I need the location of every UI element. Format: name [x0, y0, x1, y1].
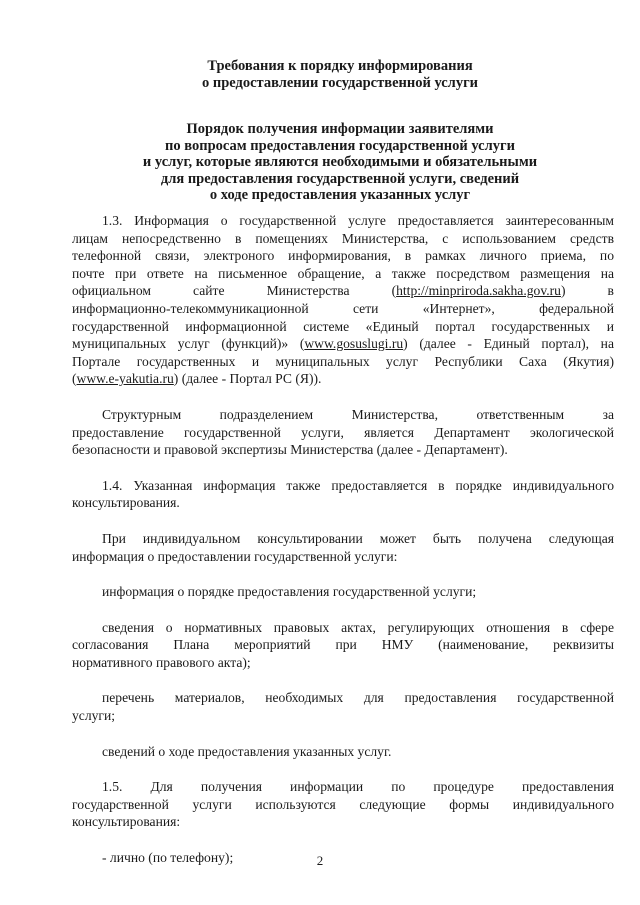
- text-line: информация о предоставлении государственной услуги:: [72, 548, 398, 564]
- ministry-site-link[interactable]: http://minpriroda.sakha.gov.ru: [396, 283, 561, 299]
- text-line: сведений о ходе предоставления указанных услуг.: [102, 743, 392, 759]
- paragraph-materials-list: [72, 689, 614, 724]
- text-line: согласования Плана мероприятий при НМУ (наименование, реквизиты: [72, 637, 614, 653]
- text-line: услуги;: [72, 708, 116, 724]
- text-line: государственной услуги используются следующие формы индивидуального: [72, 796, 614, 812]
- text-line: безопасности и правовой экспертизы Министерства (далее - Департамент).: [72, 442, 508, 458]
- text-line: консультирования:: [72, 814, 181, 830]
- subtitle-line: для предоставления государственной услуги, сведений: [160, 170, 520, 187]
- text-line: лицам непосредственно в помещениях Министерства, с использованием средств: [72, 230, 614, 246]
- e-yakutia-link[interactable]: www.e-yakutia.ru: [76, 371, 174, 387]
- subtitle-line: по вопросам предоставления государственной услуги: [165, 137, 515, 154]
- text-line: При индивидуальном консультировании может быть получена следующая: [102, 530, 614, 546]
- text-line: муниципальных услуг (функций)» (www.gosuslugi.ru) (далее - Единый портал), на: [72, 336, 614, 352]
- text-line: сведения о нормативных правовых актах, регулирующих отношения в сфере: [102, 619, 614, 635]
- paragraph-1-5: [72, 778, 614, 831]
- paragraph-progress-info: [72, 743, 614, 761]
- text-line: предоставление государственной услуги, является Департамент экологической: [72, 424, 614, 440]
- subtitle-line: о ходе предоставления указанных услуг: [209, 187, 471, 203]
- paragraph-department: [72, 406, 614, 459]
- paragraph-procedure-info: [72, 583, 614, 601]
- text-line: Портале государственных и муниципальных услуг Республики Саха (Якутия): [72, 353, 614, 369]
- paragraph-1-3: [72, 212, 614, 388]
- text-line: телефонной связи, электроного информирования, в рамках личного приема, по: [72, 248, 614, 264]
- page-number: 2: [316, 853, 324, 868]
- text-line: - лично (по телефону);: [102, 850, 234, 866]
- text-line: почте при ответе на письменное обращение, а также посредством размещения на: [72, 265, 614, 281]
- paragraph-individual-consulting: [72, 530, 614, 565]
- title-line: Требования к порядку информирования: [207, 58, 473, 74]
- title-line: о предоставлении государственной услуги: [201, 74, 479, 91]
- text-line: перечень материалов, необходимых для предоставления государственной: [102, 690, 614, 706]
- text-line: 1.3. Информация о государственной услуге предоставляется заинтересованным: [102, 213, 614, 228]
- text-line: государственной информационной системе «Единый портал государственных и: [72, 318, 614, 334]
- text-line: нормативного правового акта);: [72, 654, 251, 670]
- text-line: информация о порядке предоставления государственной услуги;: [102, 584, 477, 600]
- gosuslugi-link[interactable]: www.gosuslugi.ru: [304, 336, 404, 352]
- text-line: Структурным подразделением Министерства, ответственным за: [102, 406, 614, 422]
- text-line: консультирования.: [72, 495, 180, 511]
- paragraph-normative-acts: [72, 619, 614, 672]
- text-line: информационно-телекоммуникационной сети «Интернет», федеральной: [72, 300, 615, 316]
- subtitle-line: и услуг, которые являются необходимыми и обязательными: [142, 154, 538, 170]
- text-line: 1.5. Для получения информации по процедуре предоставления: [102, 779, 614, 795]
- subtitle-line: Порядок получения информации заявителями: [186, 121, 494, 137]
- document-headings: [70, 58, 610, 204]
- text-line: (www.e-yakutia.ru) (далее - Портал РС (Я)).: [72, 371, 322, 387]
- text-line: официальном сайте Министерства (http://minpriroda.sakha.gov.ru) в: [72, 283, 614, 299]
- text-line: 1.4. Указанная информация также предоставляется в порядке индивидуального: [102, 477, 614, 493]
- paragraph-1-4: [72, 477, 614, 512]
- document-body: [72, 212, 614, 885]
